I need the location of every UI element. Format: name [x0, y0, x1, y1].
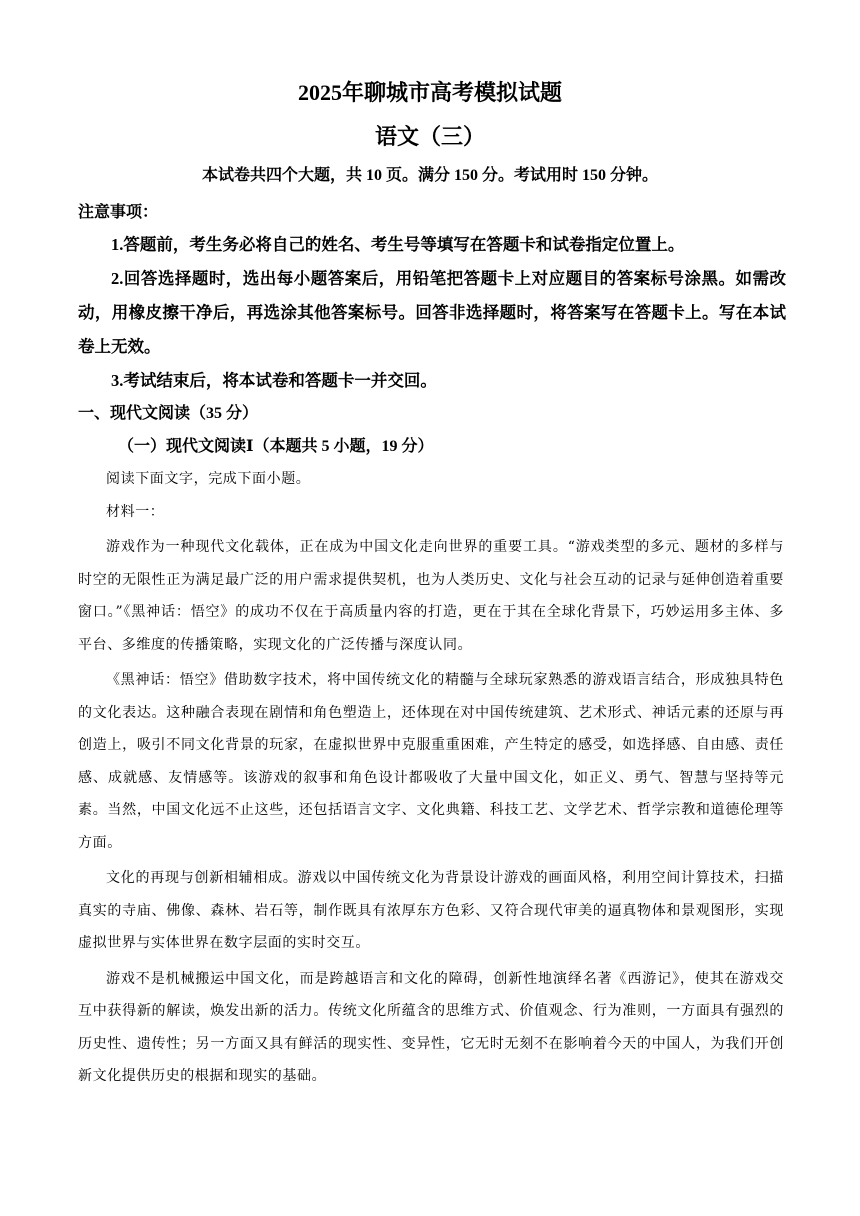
passage-paragraph: 《黑神话：悟空》借助数字技术，将中国传统文化的精髓与全球玩家熟悉的游戏语言结合，形成独具特色的文化表达。这种融合表现在剧情和角色塑造上，还体现在对中国传统建筑、艺术形式、神话元素的还原与再创造上，吸引不同文化背景的玩家，在虚拟世界中克服重重困难，产生特定的感受，如选择感、自由感、责任感、成就感、友情感等。该游戏的叙事和角色设计都吸收了大量中国文化，如正义、勇气、智慧与坚持等元素。当然，中国文化远不止这些，还包括语言文字、文化典籍、科技工艺、文学艺术、哲学宗教和道德伦理等方面。	[78, 672, 784, 851]
subsection-heading: （一）现代文阅读Ⅰ（本题共 5 小题，19 分）	[118, 438, 434, 455]
passage-paragraph: 游戏作为一种现代文化载体，正在成为中国文化走向世界的重要工具。“游戏类型的多元、题材的多样与时空的无限性正为满足最广泛的用户需求提供契机，也为人类历史、文化与社会互动的记录与延伸创造着重要窗口。”《黑神话：悟空》的成功不仅在于高质量内容的打造，更在于其在全球化背景下，巧妙运用多主体、多平台、多维度的传播策略，实现文化的广泛传播与深度认同。	[78, 539, 784, 653]
section-heading: 一、现代文阅读（35 分）	[78, 405, 259, 422]
exam-subtitle: 语文（三）	[374, 124, 485, 149]
notice-item: 2.回答选择题时，选出每小题答案后，用铅笔把答题卡上对应题目的答案标号涂黑。如需改动，用橡皮擦干净后，再选涂其他答案标号。回答非选择题时，将答案写在答题卡上。写在本试卷上无效。	[78, 269, 786, 356]
exam-info: 本试卷共四个大题，共 10 页。满分 150 分。考试用时 150 分钟。	[201, 167, 658, 184]
notice-item: 3.考试结束后，将本试卷和答题卡一并交回。	[111, 371, 437, 390]
passage-paragraph: 游戏不是机械搬运中国文化，而是跨越语言和文化的障碍，创新性地演绎名著《西游记》，使其在游戏交互中获得新的解读，焕发出新的活力。传统文化所蕴含的思维方式、价值观念、行为准则，一方面具有强烈的历史性、遗传性；另一方面又具有鲜活的现实性、变异性，它无时无刻不在影响着今天的中国人，为我们开创新文化提供历史的根据和现实的基础。	[78, 970, 784, 1084]
notice-item: 1.答题前，考生务必将自己的姓名、考生号等填写在答题卡和试卷指定位置上。	[111, 235, 685, 254]
exam-title: 2025年聊城市高考模拟试题	[297, 80, 562, 105]
notice-list	[78, 228, 786, 398]
reading-instruction: 阅读下面文字，完成下面小题。	[106, 471, 311, 487]
material-label: 材料一：	[106, 503, 165, 520]
notice-heading: 注意事项：	[78, 204, 159, 221]
reading-passage	[78, 463, 784, 1093]
passage-paragraph: 文化的再现与创新相辅相成。游戏以中国传统文化为背景设计游戏的画面风格，利用空间计算技术，扫描真实的寺庙、佛像、森林、岩石等，制作既具有浓厚东方色彩、又符合现代审美的逼真物体和景观图形，实现虚拟世界与实体世界在数字层面的实时交互。	[78, 870, 784, 951]
